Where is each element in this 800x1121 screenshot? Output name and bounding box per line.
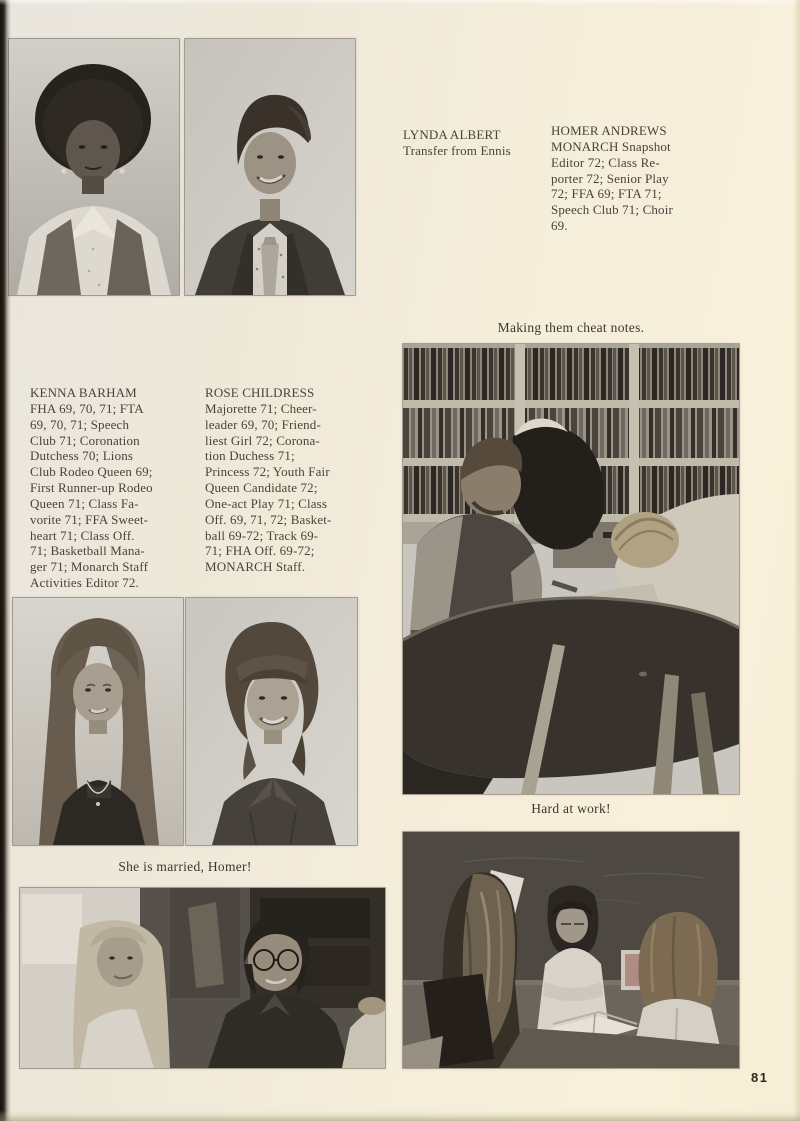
student-entry-lynda-albert: LYNDA ALBERT Transfer from Ennis: [403, 127, 511, 158]
caption-cheat-notes: Making them cheat notes.: [497, 320, 645, 335]
caption-hard-at-work: Hard at work!: [531, 801, 611, 816]
scan-right-edge: [793, 0, 800, 1121]
photo-classroom-pair: [20, 888, 385, 1068]
photo-lynda-albert-portrait: [9, 39, 179, 295]
photo-study-group: [403, 832, 739, 1068]
scan-top-edge: [0, 0, 800, 5]
student-entry-kenna-barham: KENNA BARHAM FHA 69, 70, 71; FTA 69, 70, 71; Speech Club 71; Coronation Dutchess 70; Lions Club Rodeo Queen 69; First Runner-up Rodeo Queen 71; Class Fa- vorite 71; FFA Sweet- heart 71; Class Off. 71; Basketball Mana- ger 71; Monarch Staff Activities Editor 72.: [30, 385, 153, 591]
photo-girl-long-hair-portrait: [13, 598, 183, 845]
student-entry-rose-childress: ROSE CHILDRESS Majorette 71; Cheer- leader 69, 70; Friend- liest Girl 72; Corona- tion Duchess 71; Princess 72; Youth Fair Queen Candidate 72; One-act Play 71; Class Off. 69, 71, 72; Basket- ball 69-72; Track 69- 71; FHA Off. 69-72; MONARCH Staff.: [205, 385, 332, 575]
caption-she-is-married: She is married, Homer!: [118, 859, 252, 874]
scan-bottom-edge: [0, 1110, 800, 1121]
page-number: 81: [751, 1070, 769, 1085]
photo-library-cheat-notes: [403, 344, 739, 794]
photo-girl-short-hair-portrait: [186, 598, 357, 845]
student-entry-homer-andrews: HOMER ANDREWS MONARCH Snapshot Editor 72; Class Re- porter 72; Senior Play 72; FFA 69; FTA 71; Speech Club 71; Choir 69.: [551, 123, 673, 234]
photo-homer-andrews-portrait: [185, 39, 355, 295]
